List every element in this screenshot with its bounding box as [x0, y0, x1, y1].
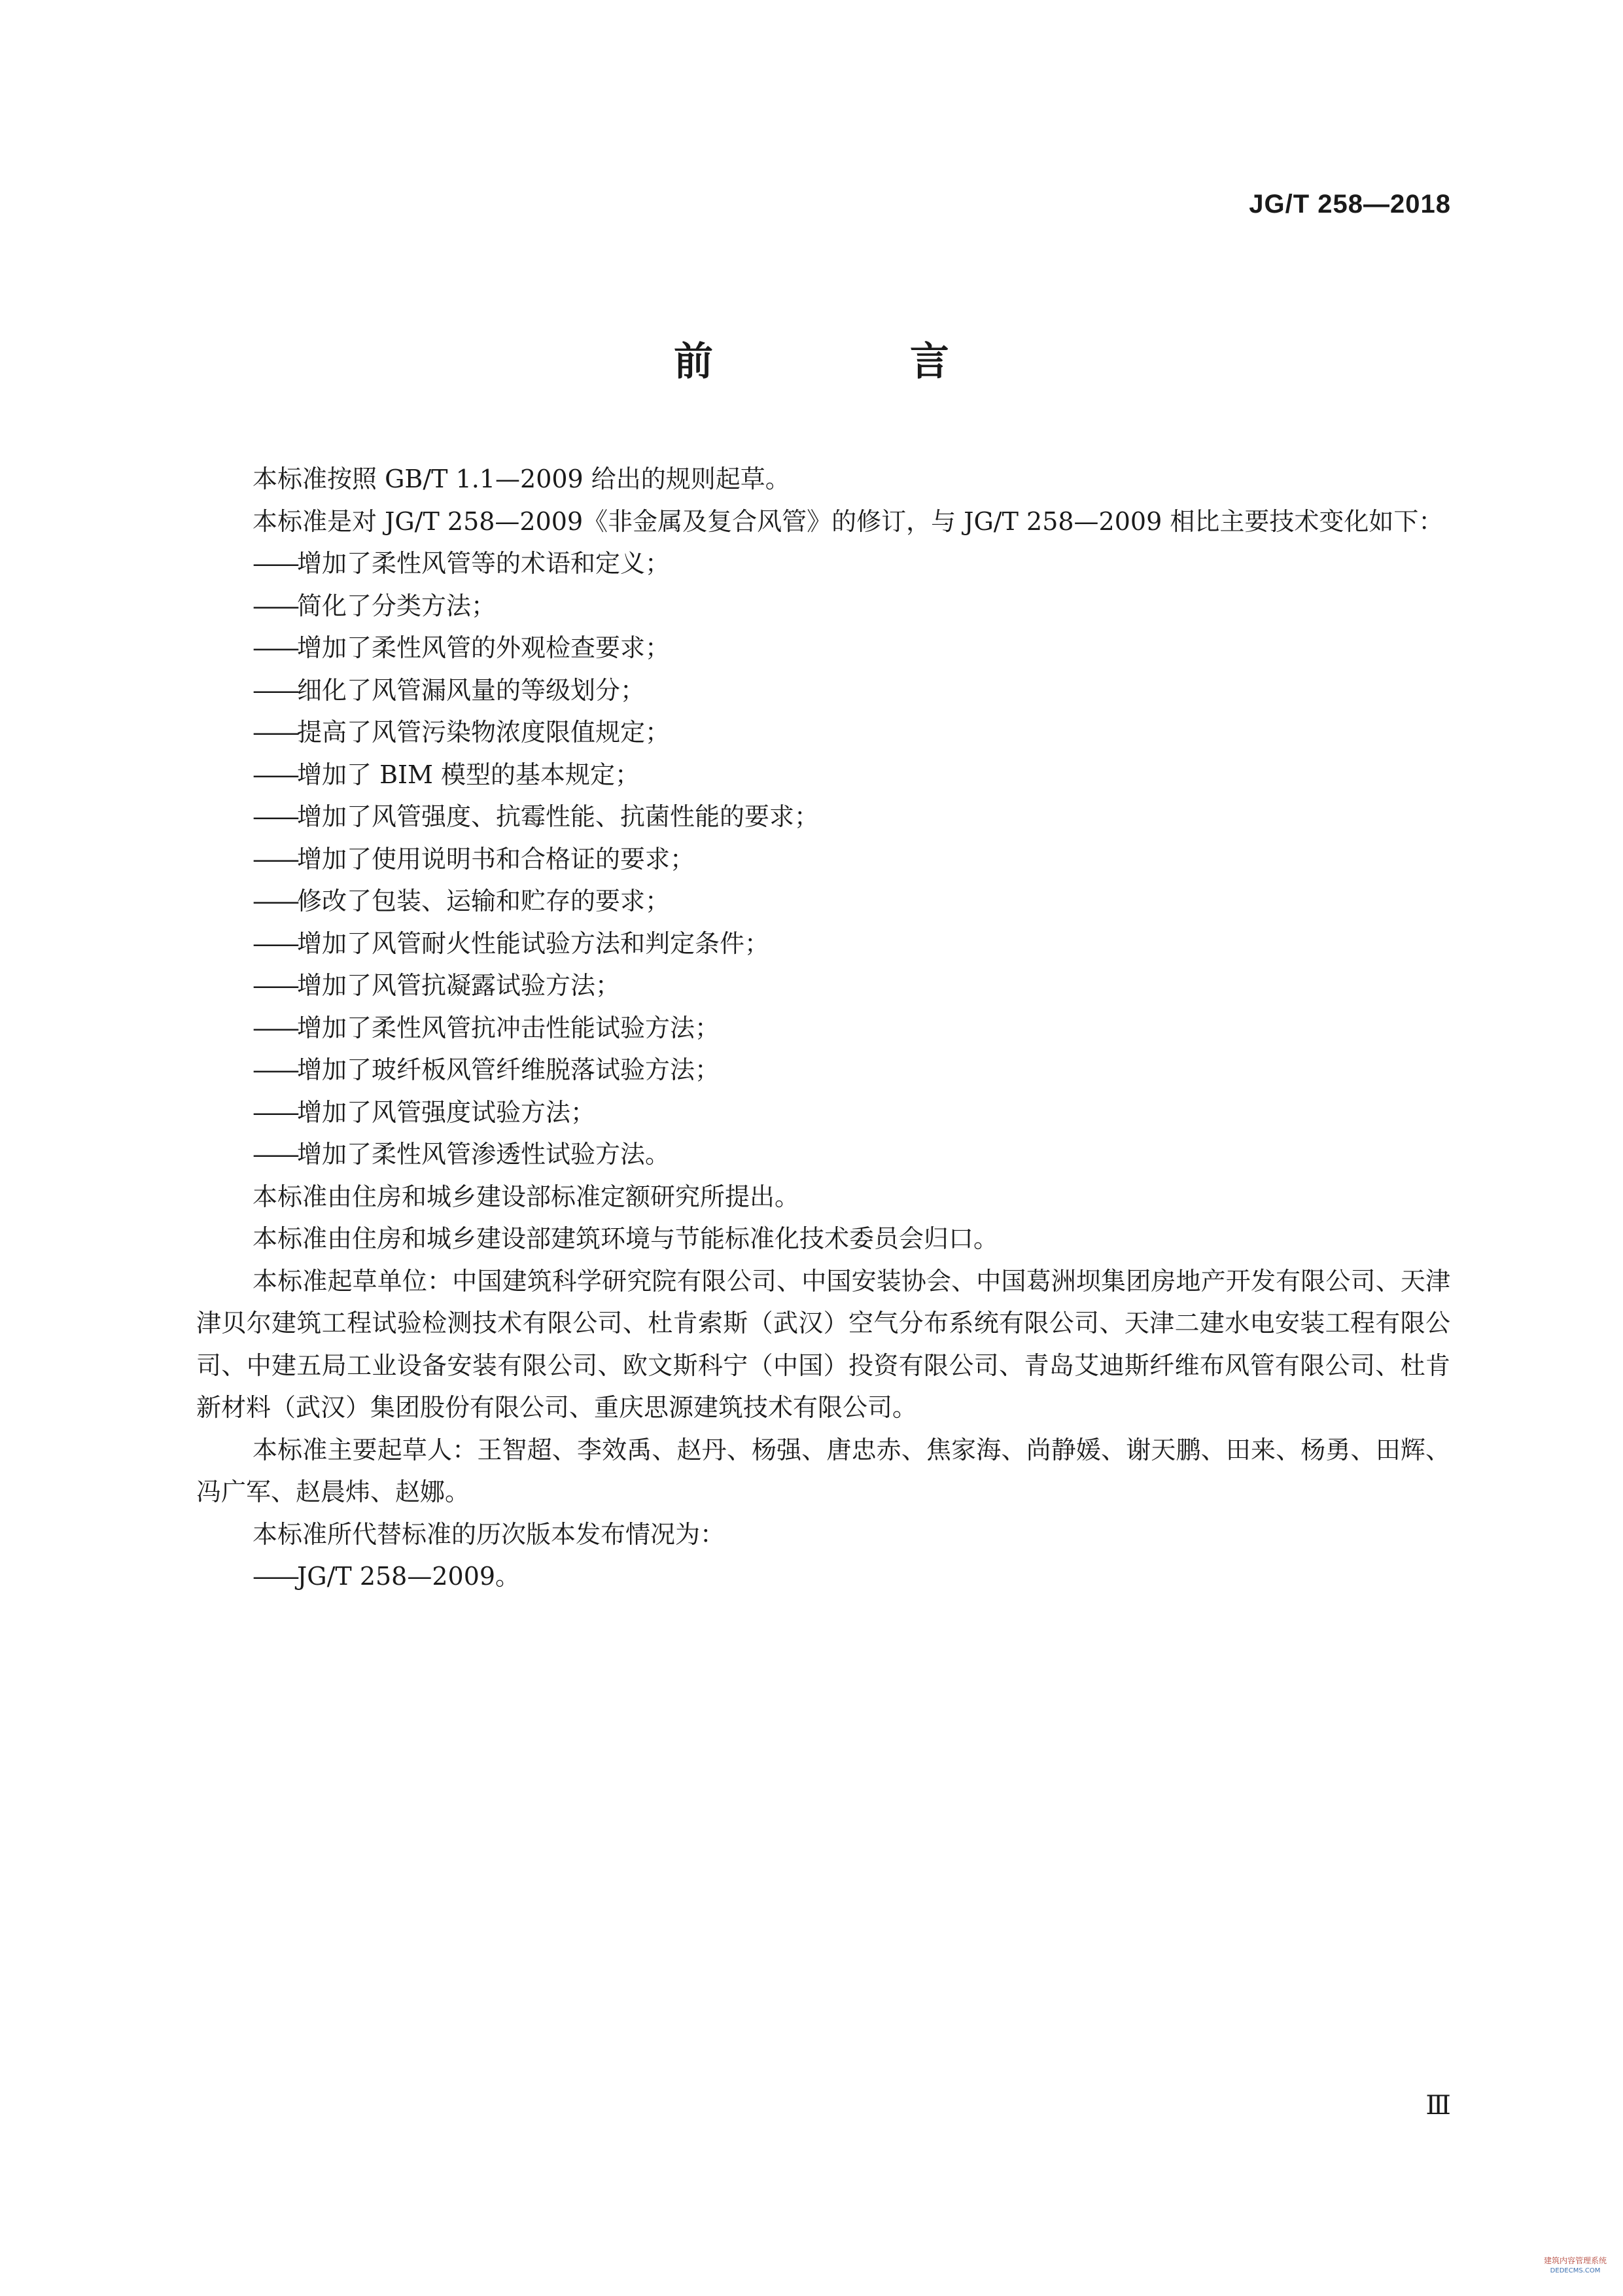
list-item-text: 细化了风管漏风量的等级划分；	[297, 675, 646, 705]
dash-mark: ——	[253, 844, 297, 874]
site-watermark	[1539, 2255, 1611, 2288]
list-item-text: JG/T 258—2009。	[297, 1562, 521, 1591]
list-item	[196, 1091, 1450, 1134]
dash-mark: ——	[253, 549, 297, 578]
watermark-line: DEDECMS.COM	[1550, 2267, 1601, 2274]
dash-mark: ——	[253, 675, 297, 705]
list-item-text: 增加了 BIM 模型的基本规定；	[297, 760, 640, 789]
list-item-text: 增加了风管耐火性能试验方法和判定条件；	[297, 928, 770, 958]
list-item	[196, 880, 1450, 923]
list-item-text: 增加了柔性风管渗透性试验方法。	[297, 1140, 671, 1169]
standard-code: JG/T 258—2018	[1249, 190, 1451, 219]
list-item-text: 增加了风管强度、抗霉性能、抗菌性能的要求；	[297, 802, 820, 831]
dash-mark: ——	[253, 633, 297, 662]
list-item	[196, 627, 1450, 669]
page-number: Ⅲ	[1425, 2091, 1451, 2121]
dash-mark: ——	[253, 1562, 297, 1591]
dash-mark: ——	[253, 591, 297, 620]
list-item-text: 增加了柔性风管的外观检查要求；	[297, 633, 671, 662]
list-item	[196, 1133, 1450, 1176]
paragraph-drafting-rules: 本标准按照 GB/T 1.1—2009 给出的规则起草。	[253, 465, 790, 493]
list-item-text: 提高了风管污染物浓度限值规定；	[297, 718, 671, 747]
list-item	[196, 711, 1450, 754]
list-item-text: 增加了风管强度试验方法；	[297, 1097, 596, 1127]
paragraph-committee: 本标准由住房和城乡建设部建筑环境与节能标准化技术委员会归口。	[253, 1224, 999, 1253]
dash-mark: ——	[253, 1055, 297, 1084]
list-item-text: 增加了柔性风管抗冲击性能试验方法；	[297, 1013, 720, 1042]
paragraph-drafters: 本标准主要起草人：王智超、李效禹、赵丹、杨强、唐忠赤、焦家海、尚静媛、谢天鹏、田来、杨勇、田辉、冯广军、赵晨炜、赵娜。	[196, 1435, 1450, 1506]
dash-mark: ——	[253, 760, 297, 789]
list-item	[196, 964, 1450, 1007]
list-item	[196, 1007, 1450, 1050]
dash-mark: ——	[253, 1013, 297, 1042]
list-item	[196, 585, 1450, 627]
dash-mark: ——	[253, 928, 297, 958]
list-item	[196, 542, 1450, 585]
list-item	[196, 1049, 1450, 1091]
changes-list	[196, 542, 1450, 1176]
list-item	[196, 923, 1450, 965]
list-item-text: 增加了柔性风管等的术语和定义；	[297, 549, 671, 578]
paragraph-proposer: 本标准由住房和城乡建设部标准定额研究所提出。	[253, 1182, 800, 1211]
dash-mark: ——	[253, 971, 297, 1000]
list-item-text: 增加了风管抗凝露试验方法；	[297, 971, 621, 1000]
list-item-text: 增加了玻纤板风管纤维脱落试验方法；	[297, 1055, 720, 1084]
list-item-text: 简化了分类方法；	[297, 591, 497, 620]
list-item-text: 修改了包装、运输和贮存的要求；	[297, 887, 671, 915]
dash-mark: ——	[253, 718, 297, 747]
dash-mark: ——	[253, 887, 297, 915]
paragraph-revision-intro: 本标准是对 JG/T 258—2009《非金属及复合风管》的修订，与 JG/T 258—2009 相比主要技术变化如下：	[253, 506, 1444, 536]
list-item	[196, 838, 1450, 881]
paragraph-version-history: 本标准所代替标准的历次版本发布情况为：	[253, 1519, 725, 1549]
list-item	[196, 796, 1450, 838]
watermark-line: 建筑内容管理系统	[1543, 2256, 1607, 2265]
dash-mark: ——	[253, 802, 297, 831]
list-item-text: 增加了使用说明书和合格证的要求；	[297, 844, 695, 874]
foreword-body	[196, 458, 1450, 1598]
paragraph-drafting-units: 本标准起草单位：中国建筑科学研究院有限公司、中国安装协会、中国葛洲坝集团房地产开发有限公司、天津津贝尔建筑工程试验检测技术有限公司、杜肯索斯（武汉）空气分布系统有限公司、天津二建水电安装工程有限公司、中建五局工业设备安装有限公司、欧文斯科宁（中国）投资有限公司、青岛艾迪斯纤维布风管有限公司、杜肯新材料（武汉）集团股份有限公司、重庆思源建筑技术有限公司。	[196, 1266, 1450, 1422]
list-item	[196, 754, 1450, 796]
replaced-versions-list	[196, 1555, 1450, 1598]
dash-mark: ——	[253, 1097, 297, 1127]
list-item	[196, 669, 1450, 712]
list-item	[196, 1555, 1450, 1598]
page-title: 前 言	[674, 339, 1041, 385]
dash-mark: ——	[253, 1140, 297, 1169]
